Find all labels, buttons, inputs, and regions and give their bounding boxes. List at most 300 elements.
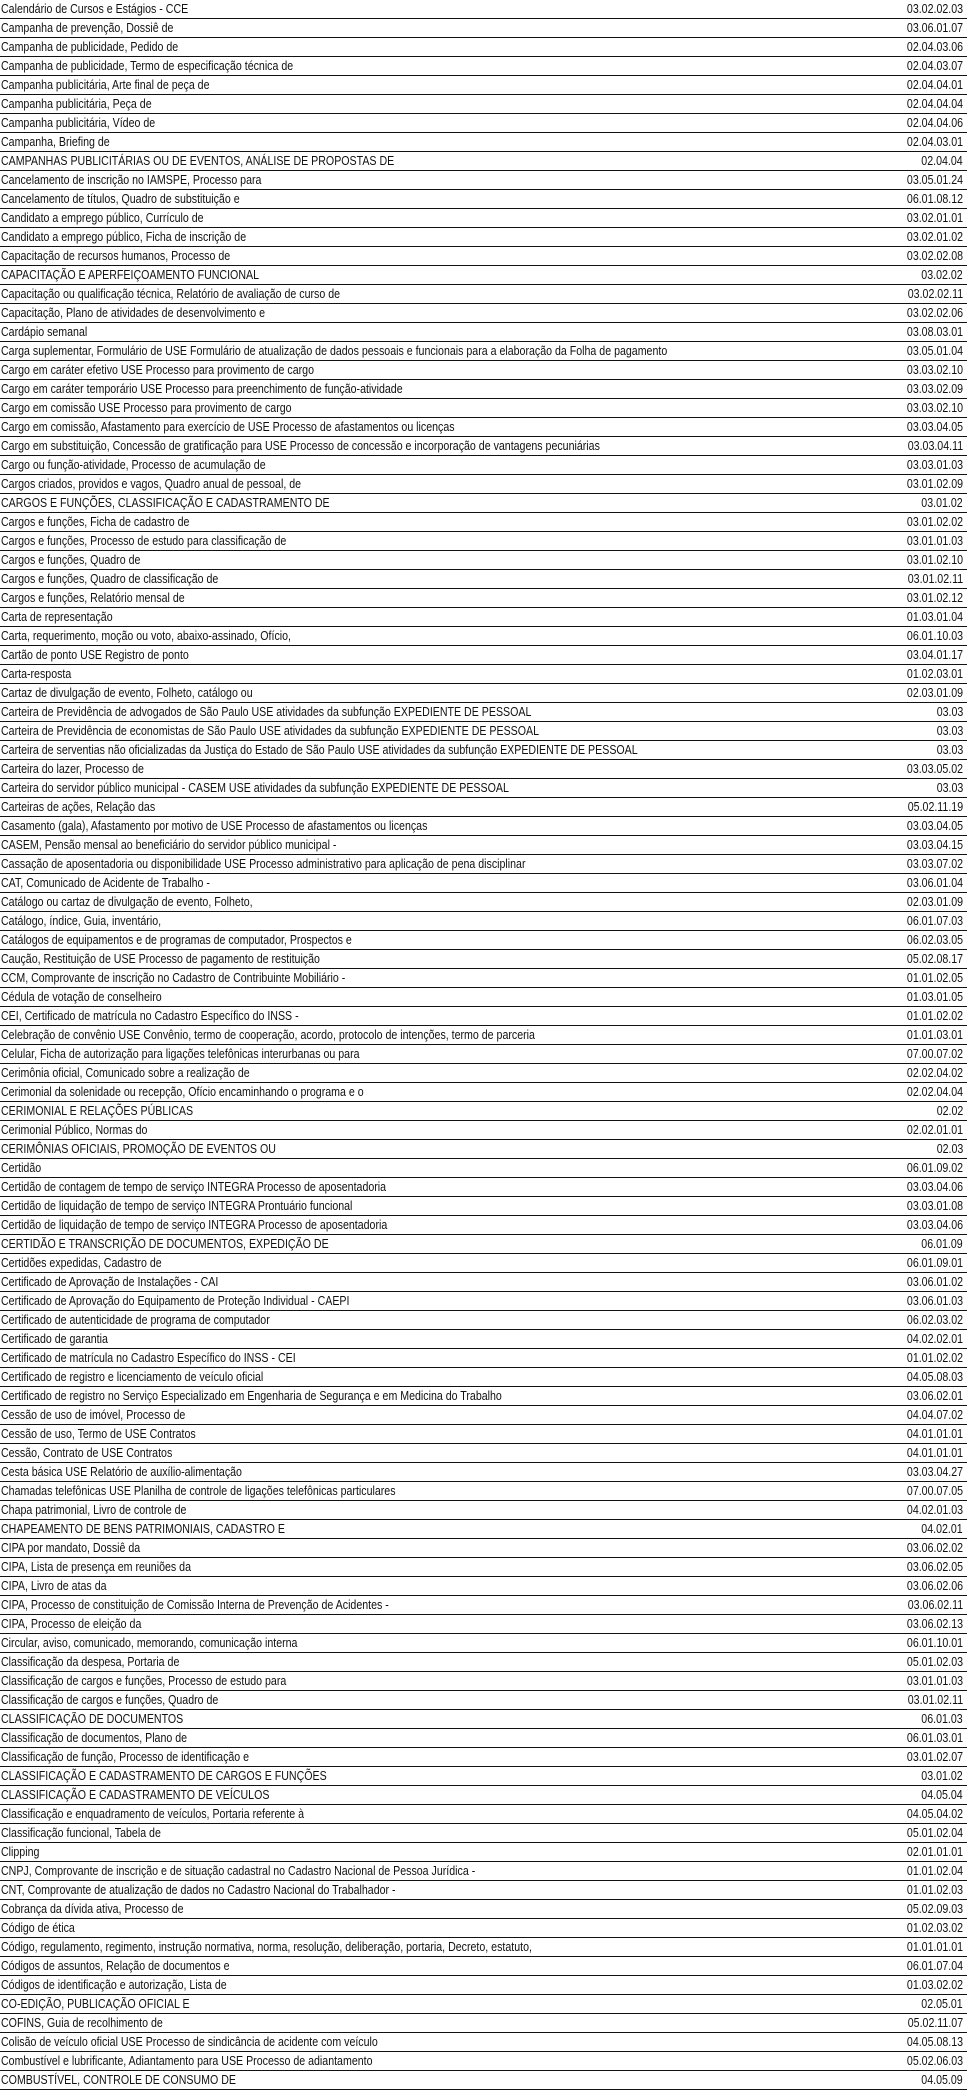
classification-code: 06.01.08.12 [906, 192, 963, 206]
subject-term: CARGOS E FUNÇÕES, CLASSIFICAÇÃO E CADASTRAMENTO DE [1, 496, 330, 510]
classification-code: 01.03.01.04 [906, 610, 963, 624]
table-row [0, 399, 967, 418]
subject-term: Catálogo ou cartaz de divulgação de evento, Folheto, [1, 895, 253, 909]
classification-code: 02.04.03.07 [906, 59, 963, 73]
classification-code: 02.01.01.01 [906, 1845, 963, 1859]
table-row [0, 95, 967, 114]
classification-code: 02.04.03.01 [906, 135, 963, 149]
subject-term: Carteira de Previdência de economistas de São Paulo USE atividades da subfunção EXPEDIENTE DE PESSOAL [1, 724, 540, 738]
subject-term: Casamento (gala), Afastamento por motivo de USE Processo de afastamentos ou licenças [1, 819, 428, 833]
classification-code: 02.02.04.04 [906, 1085, 963, 1099]
subject-term: Cobrança da dívida ativa, Processo de [1, 1902, 184, 1916]
subject-term: CNPJ, Comprovante de inscrição e de situação cadastral no Cadastro Nacional de Pessoa Jurídica - [1, 1864, 476, 1878]
subject-term: CERIMONIAL E RELAÇÕES PÚBLICAS [1, 1104, 194, 1118]
classification-code: 06.02.03.02 [906, 1313, 963, 1327]
classification-code: 05.01.02.04 [906, 1826, 963, 1840]
classification-code: 04.05.08.13 [906, 2035, 963, 2049]
classification-code: 06.01.07.03 [906, 914, 963, 928]
subject-term: Certificado de matrícula no Cadastro Específico do INSS - CEI [1, 1351, 296, 1365]
subject-term: Classificação de cargos e funções, Quadro de [1, 1693, 219, 1707]
table-row [0, 1026, 967, 1045]
subject-term: Classificação e enquadramento de veículos, Portaria referente à [1, 1807, 304, 1821]
classification-code: 01.01.02.03 [906, 1883, 963, 1897]
classification-code: 04.02.02.01 [906, 1332, 963, 1346]
subject-term: Cardápio semanal [1, 325, 88, 339]
subject-term: CIPA, Processo de eleição da [1, 1617, 142, 1631]
table-row [0, 456, 967, 475]
subject-term: Carteira do lazer, Processo de [1, 762, 144, 776]
table-row [0, 836, 967, 855]
classification-code: 01.01.01.01 [906, 1940, 963, 1954]
classification-code: 04.05.08.03 [906, 1370, 963, 1384]
classification-code: 03.03.05.02 [906, 762, 963, 776]
subject-term: Circular, aviso, comunicado, memorando, comunicação interna [1, 1636, 298, 1650]
subject-term: Candidato a emprego público, Currículo de [1, 211, 204, 225]
subject-term: Certificado de registro e licenciamento de veículo oficial [1, 1370, 264, 1384]
subject-term: CASEM, Pensão mensal ao beneficiário do servidor público municipal - [1, 838, 337, 852]
subject-term: Cartão de ponto USE Registro de ponto [1, 648, 189, 662]
classification-code: 01.01.03.01 [906, 1028, 963, 1042]
subject-term: CO-EDIÇÃO, PUBLICAÇÃO OFICIAL E [1, 1997, 190, 2011]
table-row [0, 2014, 967, 2033]
subject-term: Carta de representação [1, 610, 113, 624]
subject-term: Candidato a emprego público, Ficha de inscrição de [1, 230, 247, 244]
subject-term: Cassação de aposentadoria ou disponibilidade USE Processo administrativo para aplicação de pena disciplinar [1, 857, 526, 871]
table-row [0, 475, 967, 494]
table-row [0, 912, 967, 931]
table-row [0, 1843, 967, 1862]
subject-term: Chapa patrimonial, Livro de controle de [1, 1503, 187, 1517]
classification-code: 03.03.04.06 [906, 1218, 963, 1232]
classification-code: 02.04.04.06 [906, 116, 963, 130]
table-row [0, 266, 967, 285]
table-row [0, 1007, 967, 1026]
subject-term: Certificado de registro no Serviço Especializado em Engenharia de Segurança e em Medicina do Trabalho [1, 1389, 502, 1403]
classification-code: 03.01.02.11 [907, 572, 963, 586]
classification-code: 02.02 [936, 1104, 963, 1118]
table-row [0, 1539, 967, 1558]
classification-code: 04.01.01.01 [906, 1446, 963, 1460]
classification-code: 03.03.04.05 [906, 420, 963, 434]
table-row [0, 1615, 967, 1634]
subject-term: Cédula de votação de conselheiro [1, 990, 162, 1004]
table-row [0, 1406, 967, 1425]
subject-term: Certificado de Aprovação do Equipamento de Proteção Individual - CAEPI [1, 1294, 350, 1308]
classification-code: 03.04.01.17 [906, 648, 963, 662]
subject-term: Campanha, Briefing de [1, 135, 110, 149]
classification-code: 05.01.02.03 [906, 1655, 963, 1669]
classification-code: 06.01.09.02 [906, 1161, 963, 1175]
table-row [0, 494, 967, 513]
table-row [0, 1216, 967, 1235]
subject-term: Cargo ou função-atividade, Processo de acumulação de [1, 458, 266, 472]
classification-code: 03.06.02.13 [906, 1617, 963, 1631]
classification-code: 03.03.04.06 [906, 1180, 963, 1194]
classification-code: 03.05.01.24 [906, 173, 963, 187]
table-row [0, 1349, 967, 1368]
table-row [0, 285, 967, 304]
table-row [0, 684, 967, 703]
table-row [0, 1083, 967, 1102]
table-row [0, 608, 967, 627]
table-row [0, 19, 967, 38]
table-row [0, 1273, 967, 1292]
table-row [0, 1444, 967, 1463]
subject-term: CERIMÔNIAS OFICIAIS, PROMOÇÃO DE EVENTOS OU [1, 1142, 276, 1156]
table-row [0, 1501, 967, 1520]
table-row [0, 1254, 967, 1273]
classification-code: 06.01.09.01 [906, 1256, 963, 1270]
subject-term: Cancelamento de inscrição no IAMSPE, Processo para [1, 173, 262, 187]
table-row [0, 855, 967, 874]
subject-term: Capacitação de recursos humanos, Processo de [1, 249, 231, 263]
table-row [0, 779, 967, 798]
table-row [0, 532, 967, 551]
table-row [0, 361, 967, 380]
subject-term: CAPACITAÇÃO E APERFEIÇOAMENTO FUNCIONAL [1, 268, 260, 282]
classification-code: 03.02.01.01 [906, 211, 963, 225]
table-row [0, 1292, 967, 1311]
table-row [0, 1425, 967, 1444]
table-row [0, 1805, 967, 1824]
subject-term: CHAPEAMENTO DE BENS PATRIMONIAIS, CADASTRO E [1, 1522, 285, 1536]
subject-term: CAT, Comunicado de Acidente de Trabalho - [1, 876, 210, 890]
subject-term: Campanha de prevenção, Dossiê de [1, 21, 174, 35]
classification-code: 01.01.02.04 [906, 1864, 963, 1878]
classification-code: 03.06.01.03 [906, 1294, 963, 1308]
table-row [0, 190, 967, 209]
table-row [0, 950, 967, 969]
classification-code: 04.02.01 [921, 1522, 963, 1536]
classification-code: 02.04.04.01 [906, 78, 963, 92]
subject-term: Cessão de uso de imóvel, Processo de [1, 1408, 186, 1422]
subject-term: Cargo em caráter temporário USE Processo para preenchimento de função-atividade [1, 382, 403, 396]
table-row [0, 1596, 967, 1615]
classification-code: 06.01.10.01 [906, 1636, 963, 1650]
table-row [0, 1767, 967, 1786]
table-row [0, 931, 967, 950]
subject-term: Cargo em comissão USE Processo para provimento de cargo [1, 401, 292, 415]
table-row [0, 152, 967, 171]
classification-code: 06.01.10.03 [906, 629, 963, 643]
classification-code: 01.03.01.05 [906, 990, 963, 1004]
table-row [0, 1140, 967, 1159]
subject-term: Cargo em substituição, Concessão de gratificação para USE Processo de concessão e incorporação de vantagens pecuniárias [1, 439, 600, 453]
table-row [0, 1330, 967, 1349]
subject-term: CLASSIFICAÇÃO E CADASTRAMENTO DE VEÍCULOS [1, 1788, 270, 1802]
subject-term: Códigos de assuntos, Relação de documentos e [1, 1959, 230, 1973]
table-row [0, 760, 967, 779]
classification-code: 02.04.03.06 [906, 40, 963, 54]
classification-code: 04.01.01.01 [906, 1427, 963, 1441]
subject-term: CLASSIFICAÇÃO DE DOCUMENTOS [1, 1712, 184, 1726]
table-row [0, 114, 967, 133]
classification-code: 03.01.01.03 [906, 534, 963, 548]
table-row [0, 703, 967, 722]
classification-code: 02.03.01.09 [906, 895, 963, 909]
subject-term: Certidões expedidas, Cadastro de [1, 1256, 162, 1270]
classification-code: 03.06.02.02 [906, 1541, 963, 1555]
subject-term: Campanha de publicidade, Termo de especificação técnica de [1, 59, 294, 73]
table-row [0, 1729, 967, 1748]
classification-code: 01.02.03.02 [906, 1921, 963, 1935]
table-row [0, 874, 967, 893]
subject-term: Cargos e funções, Ficha de cadastro de [1, 515, 190, 529]
classification-code: 04.05.04.02 [906, 1807, 963, 1821]
classification-code: 01.01.02.05 [906, 971, 963, 985]
subject-term: Celebração de convênio USE Convênio, termo de cooperação, acordo, protocolo de intenções, termo de parceria [1, 1028, 535, 1042]
subject-term: CLASSIFICAÇÃO E CADASTRAMENTO DE CARGOS E FUNÇÕES [1, 1769, 327, 1783]
subject-term: Carteiras de ações, Relação das [1, 800, 156, 814]
table-row [0, 228, 967, 247]
classification-code: 06.01.07.04 [906, 1959, 963, 1973]
subject-term: Carteira de serventias não oficializadas da Justiça do Estado de São Paulo USE atividades da subfunção EXPEDIENTE DE PESSOAL [1, 743, 638, 757]
table-row [0, 1064, 967, 1083]
classification-code: 04.04.07.02 [906, 1408, 963, 1422]
table-row [0, 171, 967, 190]
table-row [0, 570, 967, 589]
table-row [0, 798, 967, 817]
table-row [0, 893, 967, 912]
subject-term: Cerimônia oficial, Comunicado sobre a realização de [1, 1066, 250, 1080]
subject-term: CEI, Certificado de matrícula no Cadastro Específico do INSS - [1, 1009, 299, 1023]
table-row [0, 513, 967, 532]
classification-code: 03.03.07.02 [906, 857, 963, 871]
classification-code: 03.03.02.10 [906, 401, 963, 415]
classification-code: 03.03.04.11 [907, 439, 963, 453]
classification-code: 04.05.04 [921, 1788, 963, 1802]
classification-code: 03.03.01.08 [906, 1199, 963, 1213]
subject-term: Certidão de liquidação de tempo de serviço INTEGRA Processo de aposentadoria [1, 1218, 388, 1232]
table-row [0, 1368, 967, 1387]
subject-term: COMBUSTÍVEL, CONTROLE DE CONSUMO DE [1, 2073, 236, 2087]
classification-code: 03.03 [936, 743, 963, 757]
subject-term: Carteira do servidor público municipal - CASEM USE atividades da subfunção EXPEDIENTE DE PESSOAL [1, 781, 509, 795]
table-row [0, 342, 967, 361]
classification-code: 06.01.03 [921, 1712, 963, 1726]
subject-term: Classificação de documentos, Plano de [1, 1731, 188, 1745]
table-row [0, 741, 967, 760]
table-row [0, 1957, 967, 1976]
subject-term: Certidão de contagem de tempo de serviço INTEGRA Processo de aposentadoria [1, 1180, 387, 1194]
table-row [0, 665, 967, 684]
table-row [0, 209, 967, 228]
table-row [0, 1881, 967, 1900]
classification-code: 02.02.01.01 [906, 1123, 963, 1137]
table-row [0, 627, 967, 646]
subject-term: CIPA, Lista de presença em reuniões da [1, 1560, 191, 1574]
subject-term: Cargos e funções, Quadro de [1, 553, 141, 567]
classification-code: 03.03.04.27 [906, 1465, 963, 1479]
subject-term: Calendário de Cursos e Estágios - CCE [1, 2, 189, 16]
table-row [0, 1862, 967, 1881]
table-row [0, 1919, 967, 1938]
table-row [0, 1121, 967, 1140]
classification-code: 05.02.09.03 [906, 1902, 963, 1916]
classification-code: 05.02.06.03 [906, 2054, 963, 2068]
subject-term: Carta-resposta [1, 667, 72, 681]
table-row [0, 133, 967, 152]
subject-term: Carta, requerimento, moção ou voto, abaixo-assinado, Ofício, [1, 629, 291, 643]
table-row [0, 1653, 967, 1672]
table-row [0, 1102, 967, 1121]
subject-term: Clipping [1, 1845, 40, 1859]
table-row [0, 2071, 967, 2090]
classification-code: 01.01.02.02 [906, 1009, 963, 1023]
classification-code: 03.05.01.04 [906, 344, 963, 358]
classification-code: 03.01.02.10 [906, 553, 963, 567]
classification-code: 03.08.03.01 [906, 325, 963, 339]
classification-code: 02.03.01.09 [906, 686, 963, 700]
table-row [0, 304, 967, 323]
table-row [0, 1159, 967, 1178]
classification-code: 03.03 [936, 724, 963, 738]
subject-term: Carteira de Previdência de advogados de São Paulo USE atividades da subfunção EXPEDIENTE DE PESSOAL [1, 705, 532, 719]
table-row [0, 1710, 967, 1729]
classification-code: 03.01.01.03 [906, 1674, 963, 1688]
table-row [0, 1387, 967, 1406]
table-row [0, 1691, 967, 1710]
classification-code: 03.01.02.12 [906, 591, 963, 605]
table-row [0, 1520, 967, 1539]
table-row [0, 969, 967, 988]
subject-term: Cessão, Contrato de USE Contratos [1, 1446, 173, 1460]
table-row [0, 1938, 967, 1957]
classification-code: 02.04.04 [921, 154, 963, 168]
subject-term: Cartaz de divulgação de evento, Folheto, catálogo ou [1, 686, 253, 700]
subject-term: Cargo em caráter efetivo USE Processo para provimento de cargo [1, 363, 314, 377]
subject-term: Catálogos de equipamentos e de programas de computador, Prospectos e [1, 933, 352, 947]
table-row [0, 323, 967, 342]
subject-term: Combustível e lubrificante, Adiantamento para USE Processo de adiantamento [1, 2054, 373, 2068]
table-row [0, 1045, 967, 1064]
classification-code: 03.03.04.15 [906, 838, 963, 852]
subject-term: Certidão de liquidação de tempo de serviço INTEGRA Prontuário funcional [1, 1199, 353, 1213]
classification-code: 03.02.02.08 [906, 249, 963, 263]
subject-term: CERTIDÃO E TRANSCRIÇÃO DE DOCUMENTOS, EXPEDIÇÃO DE [1, 1237, 329, 1251]
table-row [0, 247, 967, 266]
subject-term: CIPA, Processo de constituição de Comissão Interna de Prevenção de Acidentes - [1, 1598, 389, 1612]
classification-code: 03.01.02 [921, 1769, 963, 1783]
subject-term: Classificação da despesa, Portaria de [1, 1655, 180, 1669]
classification-code: 02.03 [936, 1142, 963, 1156]
classification-code: 03.02.02.06 [906, 306, 963, 320]
subject-term: Chamadas telefônicas USE Planilha de controle de ligações telefônicas particulares [1, 1484, 396, 1498]
table-row [0, 76, 967, 95]
classification-code: 03.06.02.06 [906, 1579, 963, 1593]
table-row [0, 589, 967, 608]
subject-term: Classificação de função, Processo de identificação e [1, 1750, 250, 1764]
subject-term: Certificado de garantia [1, 1332, 108, 1346]
table-row [0, 1311, 967, 1330]
subject-term: Capacitação ou qualificação técnica, Relatório de avaliação de curso de [1, 287, 341, 301]
subject-term: Certificado de Aprovação de Instalações - CAI [1, 1275, 219, 1289]
classification-code: 03.01.02.07 [906, 1750, 963, 1764]
classification-code: 04.05.09 [921, 2073, 963, 2087]
subject-term: Classificação funcional, Tabela de [1, 1826, 161, 1840]
subject-term: Carga suplementar, Formulário de USE Formulário de atualização de dados pessoais e funcionais para a elaboração da Folha de pagamento [1, 344, 668, 358]
table-row [0, 1577, 967, 1596]
table-row [0, 1178, 967, 1197]
classification-code: 03.03.01.03 [906, 458, 963, 472]
table-row [0, 817, 967, 836]
table-row [0, 437, 967, 456]
subject-term: Celular, Ficha de autorização para ligações telefônicas interurbanas ou para [1, 1047, 360, 1061]
subject-term: Código de ética [1, 1921, 75, 1935]
classification-code: 03.06.01.04 [906, 876, 963, 890]
classification-code: 03.03 [936, 781, 963, 795]
classification-code: 03.03 [936, 705, 963, 719]
classification-code: 05.02.08.17 [906, 952, 963, 966]
subject-term: CIPA por mandato, Dossiê da [1, 1541, 141, 1555]
subject-term: Cerimonial da solenidade ou recepção, Ofício encaminhando o programa e o [1, 1085, 364, 1099]
table-row [0, 1482, 967, 1501]
classification-code: 05.02.11.07 [907, 2016, 963, 2030]
table-row [0, 1995, 967, 2014]
classification-code: 03.06.02.05 [906, 1560, 963, 1574]
table-row [0, 1786, 967, 1805]
classification-code: 03.02.02.03 [906, 2, 963, 16]
table-row [0, 2052, 967, 2071]
subject-term: Caução, Restituição de USE Processo de pagamento de restituição [1, 952, 320, 966]
table-row [0, 38, 967, 57]
subject-term: Campanha publicitária, Arte final de peça de [1, 78, 210, 92]
subject-term: Capacitação, Plano de atividades de desenvolvimento e [1, 306, 266, 320]
subject-term: CCM, Comprovante de inscrição no Cadastro de Contribuinte Mobiliário - [1, 971, 346, 985]
table-row [0, 1235, 967, 1254]
table-row [0, 1558, 967, 1577]
subject-term: Cargos e funções, Processo de estudo para classificação de [1, 534, 287, 548]
table-row [0, 988, 967, 1007]
classification-code: 03.01.02.09 [906, 477, 963, 491]
subject-term: Cesta básica USE Relatório de auxílio-alimentação [1, 1465, 242, 1479]
table-row [0, 1976, 967, 1995]
table-row [0, 1634, 967, 1653]
subject-term: Campanha publicitária, Peça de [1, 97, 152, 111]
subject-term: Cessão de uso, Termo de USE Contratos [1, 1427, 196, 1441]
table-row [0, 418, 967, 437]
classification-code: 03.06.02.11 [907, 1598, 963, 1612]
table-row [0, 1824, 967, 1843]
classification-code: 03.02.01.02 [906, 230, 963, 244]
subject-term: CIPA, Livro de atas da [1, 1579, 107, 1593]
classification-code: 02.02.04.02 [906, 1066, 963, 1080]
classification-code: 02.05.01 [921, 1997, 963, 2011]
subject-term: Cerimonial Público, Normas do [1, 1123, 148, 1137]
classification-code: 03.06.01.02 [906, 1275, 963, 1289]
table-row [0, 1900, 967, 1919]
classification-code: 03.01.02.11 [907, 1693, 963, 1707]
classification-code: 07.00.07.05 [906, 1484, 963, 1498]
classification-code: 07.00.07.02 [906, 1047, 963, 1061]
subject-term: Cargos e funções, Relatório mensal de [1, 591, 185, 605]
classification-code: 03.01.02.02 [906, 515, 963, 529]
subject-term: COFINS, Guia de recolhimento de [1, 2016, 163, 2030]
table-row [0, 380, 967, 399]
classification-code: 03.03.02.09 [906, 382, 963, 396]
subject-term: Cargos e funções, Quadro de classificação de [1, 572, 219, 586]
table-row [0, 1197, 967, 1216]
classification-code: 03.06.02.01 [906, 1389, 963, 1403]
subject-term: Código, regulamento, regimento, instrução normativa, norma, resolução, deliberação, portaria, Decreto, estatuto, [1, 1940, 532, 1954]
classification-code: 03.06.01.07 [906, 21, 963, 35]
subject-term: Colisão de veículo oficial USE Processo de sindicância de acidente com veículo [1, 2035, 378, 2049]
subject-term: Campanha de publicidade, Pedido de [1, 40, 179, 54]
subject-term: Catálogo, índice, Guia, inventário, [1, 914, 162, 928]
classification-code: 03.03.02.10 [906, 363, 963, 377]
classification-code: 01.01.02.02 [906, 1351, 963, 1365]
subject-term: CNT, Comprovante de atualização de dados no Cadastro Nacional do Trabalhador - [1, 1883, 396, 1897]
